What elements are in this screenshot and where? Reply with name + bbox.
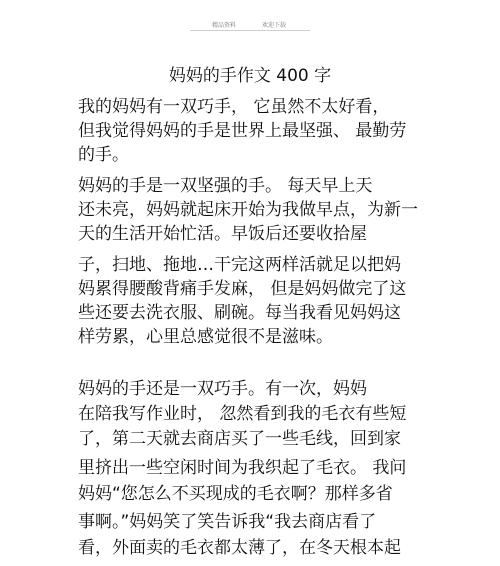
text-line: 还未亮，妈妈就起床开始为我做早点，为新一 [78, 200, 418, 220]
text-line: 在陪我写作业时， 忽然看到我的毛衣有些短 [78, 404, 407, 424]
text-line: 看，外面卖的毛衣都太薄了，在冬天根本起 [78, 538, 401, 558]
text-line: 了，第二天就去商店买了一些毛线，回到家 [78, 429, 401, 449]
header-divider [190, 30, 310, 31]
text-line: 天的生活开始忙活。早饭后还要收拾屋 [78, 224, 367, 244]
text-line: 些还要去洗衣服、刷碗。每当我看见妈妈这 [78, 303, 401, 323]
text-line: 里挤出一些空闲时间为我织起了毛衣。 我问 [78, 458, 407, 478]
header-right-text: 欢迎下载 [262, 22, 287, 29]
text-line: 子，扫地、拖地…干完这两样活就足以把妈 [78, 255, 401, 275]
text-line: 妈妈“您怎么不买现成的毛衣啊？那样多省 [78, 484, 393, 504]
text-line: 我的妈妈有一双巧手， 它虽然不太好看， [78, 97, 390, 117]
text-line: 但我觉得妈妈的手是世界上最坚强、 最勤劳 [78, 121, 407, 141]
header-left-text: 精品资料 [212, 22, 237, 29]
text-line: 的手。 [78, 145, 129, 165]
text-line: 妈妈的手还是一双巧手。有一次，妈妈 [78, 379, 367, 399]
text-line: 事啊。”妈妈笑了笑告诉我“我去商店看了 [78, 512, 377, 532]
document-title: 妈妈的手作文 400 字 [168, 66, 332, 86]
text-line: 妈妈的手是一双坚强的手。 每天早上天 [78, 176, 373, 196]
page-header [0, 20, 500, 34]
text-line: 妈累得腰酸背痛手发麻， 但是妈妈做完了这 [78, 279, 407, 299]
text-line: 样劳累，心里总感觉很不是滋味。 [78, 327, 333, 347]
